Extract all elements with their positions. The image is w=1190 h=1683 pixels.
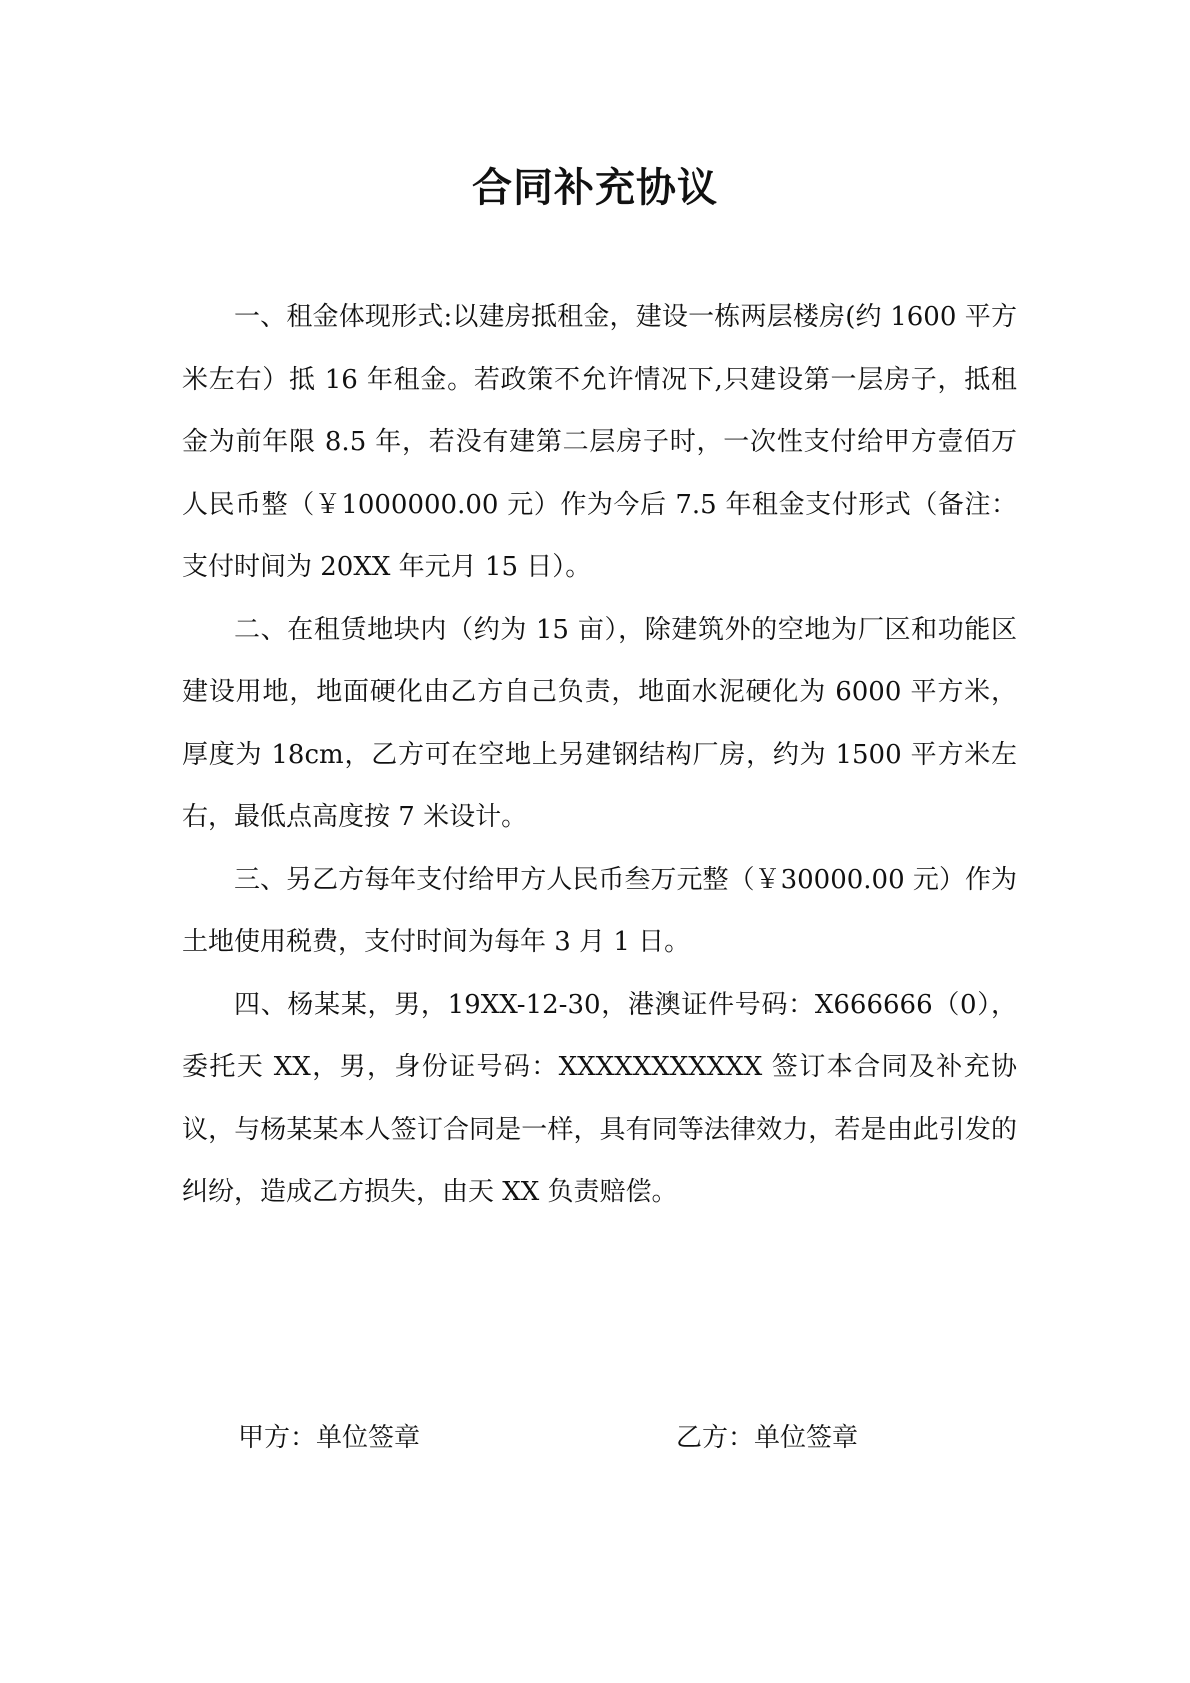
document-body [182,286,1017,1224]
party-b-signature: 乙方：单位签章 [676,1423,859,1453]
party-a-signature: 甲方：单位签章 [238,1423,421,1453]
clause-4: 四、杨某某，男，19XX-12-30，港澳证件号码：X666666（0），委托天 XX，男，身份证号码：XXXXXXXXXXX 签订本合同及补充协议，与杨某某本人签订合同是一样，具有同等法律效力，若是由此引发的纠纷，造成乙方损失，由天 XX 负责赔偿。 [182,989,1017,1207]
document-title: 合同补充协议 [472,165,718,211]
clause-3: 三、另乙方每年支付给甲方人民币叁万元整（￥30000.00 元）作为土地使用税费，支付时间为每年 3 月 1 日。 [182,864,1017,957]
clause-2: 二、在租赁地块内（约为 15 亩），除建筑外的空地为厂区和功能区建设用地，地面硬化由乙方自己负责，地面水泥硬化为 6000 平方米，厚度为 18cm，乙方可在空地上另建钢结构厂房，约为 1500 平方米左右，最低点高度按 7 米设计。 [182,614,1017,832]
clause-1: 一、租金体现形式:以建房抵租金，建设一栋两层楼房(约 1600 平方米左右）抵 16 年租金。若政策不允许情况下,只建设第一层房子，抵租金为前年限 8.5 年，若没有建第二层房子时，一次性支付给甲方壹佰万人民币整（￥1000000.00 元）作为今后 7.5 年租金支付形式（备注：支付时间为 20XX 年元月 15 日）。 [182,302,1017,582]
